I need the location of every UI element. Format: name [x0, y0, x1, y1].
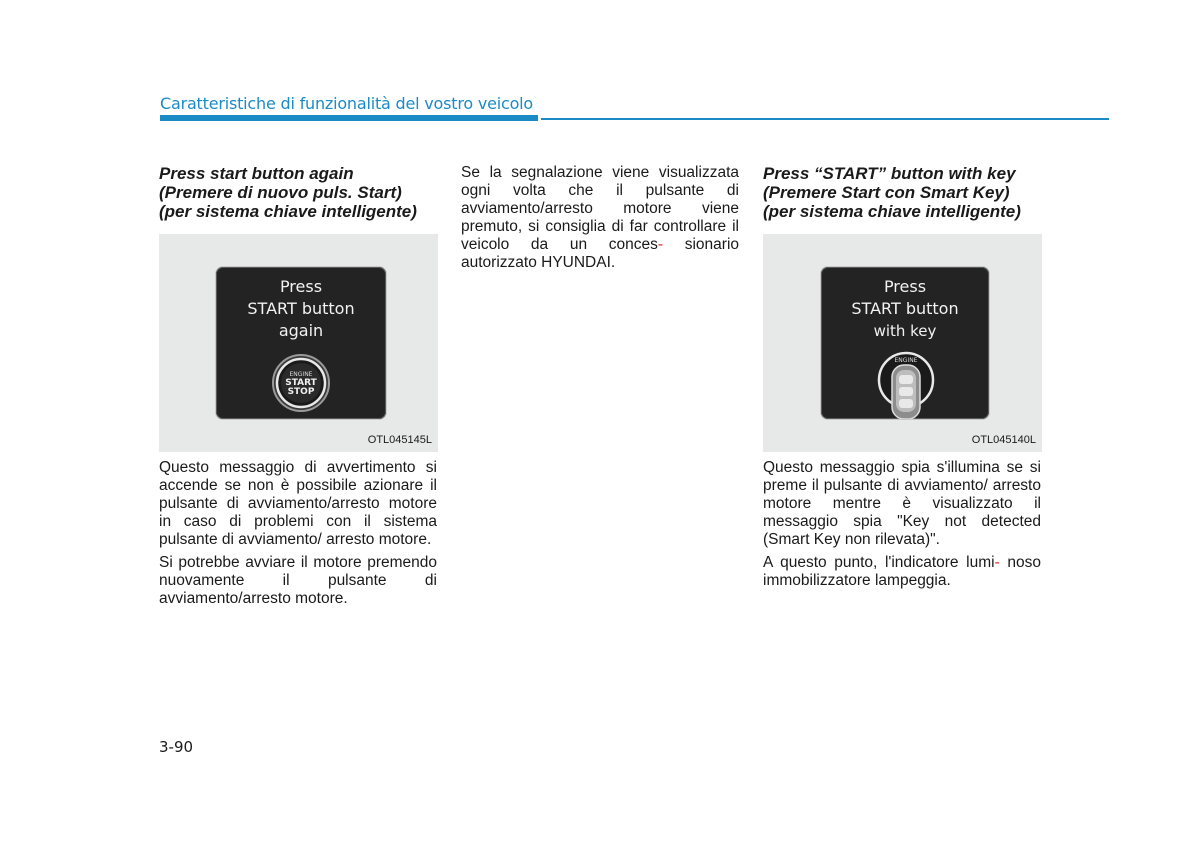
warning-heading-press-start-with-key — [763, 164, 1041, 221]
cluster-display — [216, 267, 386, 419]
page-number: 3-90 — [159, 738, 194, 756]
header-rule-thin — [541, 118, 1109, 120]
heading-line: (Premere di nuovo puls. Start) — [159, 183, 402, 202]
display-line: with key — [873, 322, 937, 340]
display-line: again — [278, 321, 324, 340]
figure-press-start-with-key — [763, 234, 1042, 452]
paragraph: Si potrebbe avviare il motore premendo nuovamente il pulsante di avviamento/arresto motore. — [159, 554, 437, 607]
column-right-body — [763, 459, 1041, 590]
hyphen: - — [994, 554, 1000, 571]
hyphen: - — [657, 236, 664, 253]
figure-press-start-again — [159, 234, 438, 452]
paragraph: Questo messaggio di avvertimento si accende se non è possibile azionare il pulsante di avviamento/arresto motore in caso di problemi con il sistema pulsante di avviamento/ arresto motore. — [159, 459, 437, 548]
column-left — [159, 164, 437, 221]
column-right — [763, 164, 1041, 221]
button-label-start: START — [285, 378, 317, 388]
display-line: START button — [247, 299, 355, 318]
display-message — [216, 276, 386, 342]
figure-code: OTL045145L — [367, 434, 432, 446]
engine-start-stop-button-icon — [271, 353, 331, 413]
column-middle — [461, 164, 739, 272]
button-label-stop: STOP — [287, 387, 315, 397]
paragraph-text: A questo punto, l'indicatore lumi — [763, 554, 995, 571]
figure-code: OTL045140L — [971, 434, 1036, 446]
heading-line: Press start button again — [159, 164, 354, 183]
paragraph-text: noso immobilizzatore lampeggia. — [763, 554, 1042, 589]
heading-line: (Premere Start con Smart Key) — [763, 183, 1010, 202]
paragraph-text: Se la segnalazione viene visualizzata ogni volta che il pulsante di avviamento/arresto motore viene premuto, si consiglia di far controllare il veicolo da un conces — [461, 164, 739, 253]
display-line: Press — [279, 277, 323, 296]
paragraph: Questo messaggio spia s'illumina se si preme il pulsante di avviamento/ arresto motore mentre è visualizzato il messaggio spia "Key not detected (Smart Key non rilevata)". — [763, 459, 1041, 548]
smart-key-on-button-icon — [875, 351, 937, 419]
button-label-engine: ENGINE — [289, 371, 313, 378]
header-rule-thick — [160, 115, 538, 121]
cluster-display — [821, 267, 989, 419]
display-message — [821, 276, 989, 342]
heading-line: Press “START” button with key — [763, 164, 1016, 183]
paragraph — [461, 164, 739, 272]
heading-line: (per sistema chiave intelligente) — [159, 202, 417, 221]
paragraph — [763, 554, 1041, 590]
button-label-engine: ENGINE — [894, 357, 918, 364]
display-line: START button — [851, 299, 959, 318]
section-title: Caratteristiche di funzionalità del vostro veicolo — [160, 94, 534, 113]
warning-heading-press-start-again — [159, 164, 437, 221]
column-left-body — [159, 459, 437, 608]
heading-line: (per sistema chiave intelligente) — [763, 202, 1021, 221]
paragraph-text: sionario autorizzato HYUNDAI. — [461, 236, 740, 271]
display-line: Press — [883, 277, 927, 296]
